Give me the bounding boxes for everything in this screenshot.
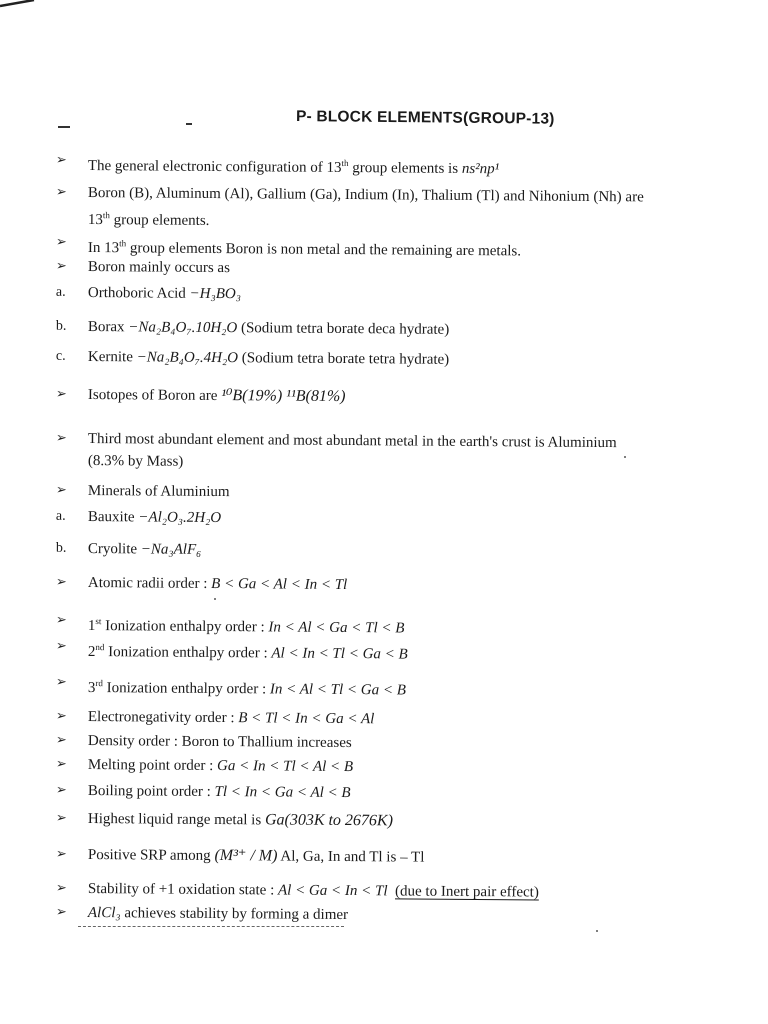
line-text: Borax	[87, 318, 129, 336]
order-formula: Tl < In < Ga < Al < B	[214, 783, 351, 802]
line-text: (8.3% by Mass)	[87, 452, 184, 470]
superscript: th	[341, 157, 349, 169]
bullet-first-ionization	[0, 609, 740, 637]
line-text: 13	[87, 211, 103, 229]
line-text: Cryolite	[87, 540, 141, 558]
line-text: Boron (B), Aluminum (Al), Gallium (Ga), Indium (In), Thalium (Tl) and Nihonium (Nh) are	[87, 184, 644, 206]
line-text: In 13	[87, 239, 120, 257]
inert-pair-note: (due to Inert pair effect)	[394, 883, 539, 901]
superscript: th	[102, 210, 110, 221]
list-letter: b.	[55, 540, 67, 556]
formula: ¹⁰B(19%) ¹¹B(81%)	[221, 387, 346, 406]
order-formula: B < Ga < Al < In < Tl	[211, 575, 348, 594]
arrow-bullet-icon: ➢	[55, 904, 67, 920]
arrow-bullet-icon: ➢	[55, 482, 67, 498]
line-text: Third most abundant element and most abundant metal in the earth's crust is Aluminium	[87, 430, 617, 452]
line-text: Ionization enthalpy order :	[104, 644, 272, 662]
line-text: 3	[87, 679, 96, 697]
line-text: Electronegativity order :	[87, 708, 239, 727]
order-formula: In < Al < Tl < Ga < B	[269, 681, 407, 699]
line-text: group elements is	[348, 160, 462, 177]
scan-speck	[624, 456, 626, 458]
arrow-bullet-icon: ➢	[55, 234, 67, 250]
arrow-bullet-icon: ➢	[55, 732, 67, 748]
bullet-positive-srp	[0, 843, 740, 866]
formula: AlCl₃	[87, 904, 121, 922]
left-dash	[58, 126, 70, 128]
line-text: Highest liquid range metal is	[87, 810, 266, 829]
line-text: Isotopes of Boron are	[87, 386, 222, 405]
item-kernite	[0, 345, 740, 368]
order-formula: Al < Ga < In < Tl	[277, 882, 388, 900]
list-letter: c.	[55, 348, 66, 364]
line-text: group elements.	[109, 212, 210, 229]
arrow-bullet-icon: ➢	[55, 184, 67, 200]
arrow-bullet-icon: ➢	[55, 782, 67, 798]
list-letter: b.	[55, 318, 67, 334]
arrow-bullet-icon: ➢	[55, 612, 67, 628]
arrow-bullet-icon: ➢	[55, 708, 67, 724]
line-text: Boiling point order :	[87, 782, 215, 800]
item-cryolite	[0, 537, 740, 558]
line-text: group elements Boron is non metal and the remaining are metals.	[126, 240, 522, 260]
line-note: (Sodium tetra borate deca hydrate)	[237, 320, 450, 338]
arrow-bullet-icon: ➢	[55, 846, 67, 862]
bullet-third-ionization	[0, 671, 740, 699]
line-text: Boron mainly occurs as	[87, 258, 231, 277]
scan-speck	[596, 930, 598, 932]
line-text: achieves stability by forming a dimer	[120, 905, 349, 924]
arrow-bullet-icon: ➢	[55, 880, 67, 896]
line-text: Atomic radii order :	[87, 574, 212, 592]
arrow-bullet-icon: ➢	[55, 386, 67, 402]
bullet-group-elements	[0, 181, 740, 206]
bullet-aluminium-abundance	[0, 427, 740, 452]
arrow-bullet-icon: ➢	[55, 810, 67, 826]
line-text: Ionization enthalpy order :	[101, 618, 269, 636]
order-formula: In < Al < Ga < Tl < B	[268, 619, 405, 637]
superscript: th	[119, 238, 127, 249]
formula: (M³⁺ / M)	[214, 846, 278, 865]
line-note: (Sodium tetra borate tetra hydrate)	[237, 350, 450, 368]
list-letter: a.	[55, 284, 66, 300]
bullet-electronegativity	[0, 705, 740, 728]
item-borax	[0, 315, 740, 338]
page-title: P- BLOCK ELEMENTS(GROUP-13)	[295, 108, 555, 128]
scan-speck	[214, 598, 216, 600]
bullet-liquid-range	[0, 807, 740, 830]
line-text: Orthoboric Acid	[87, 284, 190, 302]
bullet-minerals-aluminium	[0, 479, 740, 501]
arrow-bullet-icon: ➢	[55, 638, 67, 654]
left-dash	[186, 123, 192, 125]
bullet-boron-isotopes	[0, 383, 740, 406]
order-formula: B < Tl < In < Ga < Al	[238, 710, 375, 728]
formula: −Al₂O₃.2H₂O	[138, 509, 222, 527]
line-text: Minerals of Aluminium	[87, 482, 230, 501]
line-text: Kernite	[87, 348, 137, 366]
arrow-bullet-icon: ➢	[55, 574, 67, 590]
order-formula: Al < In < Tl < Ga < B	[271, 645, 408, 663]
list-letter: a.	[55, 508, 66, 524]
configuration-formula: ns²np¹	[461, 160, 500, 178]
arrow-bullet-icon: ➢	[55, 756, 67, 772]
line-text: Ionization enthalpy order :	[102, 680, 270, 698]
arrow-bullet-icon: ➢	[55, 430, 67, 446]
line-text: 1	[87, 617, 96, 635]
formula: −Na₂B₄O₇.10H₂O	[128, 319, 238, 337]
order-formula: Ga < In < Tl < Al < B	[217, 758, 354, 776]
line-text: The general electronic configuration of 13	[87, 157, 342, 176]
scan-edge-mark	[0, 0, 40, 8]
formula: Ga(303K to 2676K)	[264, 811, 394, 830]
line-text: Density order : Boron to Thallium increases	[87, 732, 352, 752]
bullet-atomic-radii	[0, 571, 740, 594]
superscript: st	[95, 616, 102, 627]
formula: −Na₃AlF₆	[140, 541, 202, 558]
line-text: Positive SRP among	[87, 846, 215, 864]
line-text: Al, Ga, In and Tl is – Tl	[277, 848, 425, 866]
bottom-dashed-rule	[78, 926, 344, 927]
formula: −H₃BO₃	[189, 285, 242, 303]
line-text: 2	[87, 643, 96, 661]
superscript: rd	[95, 678, 103, 689]
line-text: Stability of +1 oxidation state :	[87, 880, 279, 899]
formula: −Na₂B₄O₇.4H₂O	[136, 349, 239, 367]
line-text: Bauxite	[87, 508, 139, 526]
arrow-bullet-icon: ➢	[55, 258, 67, 274]
superscript: nd	[95, 642, 105, 653]
bullet-electronic-configuration	[0, 149, 740, 178]
line-text: Melting point order :	[87, 756, 218, 775]
arrow-bullet-icon: ➢	[55, 674, 67, 690]
bullet-oxidation-stability	[0, 877, 740, 901]
arrow-bullet-icon: ➢	[55, 152, 67, 168]
